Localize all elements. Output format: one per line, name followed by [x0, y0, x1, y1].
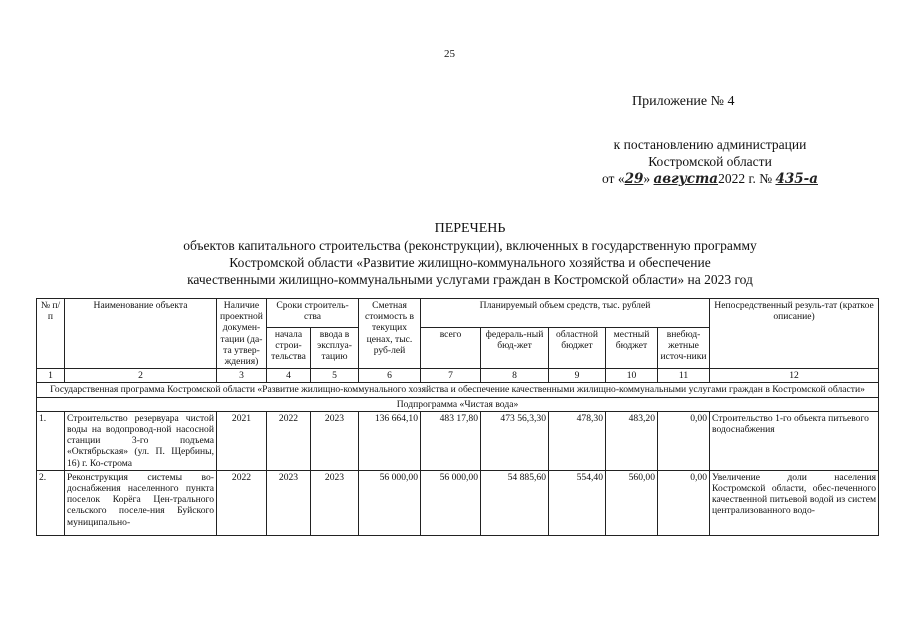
start-year: 2023 [267, 470, 311, 535]
col-number: 8 [481, 369, 549, 383]
extra-budget: 0,00 [658, 411, 710, 470]
start-year: 2022 [267, 411, 311, 470]
decree-line-2: Костромской области [648, 154, 772, 169]
header-row-1 [37, 299, 879, 328]
commission-year: 2023 [311, 470, 359, 535]
date-mid: » [643, 171, 654, 186]
col-number: 12 [710, 369, 879, 383]
header-regional: областной бюджет [549, 327, 606, 368]
header-result: Непосредственный резуль-тат (краткое описание) [710, 299, 879, 369]
title-line-1: объектов капитального строительства (реконструкции), включенных в государственную программу [183, 238, 757, 253]
column-number-row [37, 369, 879, 383]
objects-table [36, 298, 879, 536]
object-name: Строительство резервуара чистой воды на водопровод-ной насосной станции 3-го подъема «Октябрьская» (ул. П. Щербины, 16) г. Ко-строма [65, 411, 217, 470]
header-local: местный бюджет [606, 327, 658, 368]
table-row [37, 411, 879, 470]
date-prefix: от « [601, 171, 625, 186]
title-line-2: Костромской области «Развитие жилищно-коммунального хозяйства и обеспечение [229, 255, 711, 270]
program-title: Государственная программа Костромской области «Развитие жилищно-коммунального хозяйства и обеспечение качественными жилищно-коммунальными услугами граждан в Костромской области» [37, 383, 879, 397]
col-number: 3 [217, 369, 267, 383]
col-number: 5 [311, 369, 359, 383]
federal-budget: 473 56,3,30 [481, 411, 549, 470]
header-start: начала строи-тельства [267, 327, 311, 368]
row-num: 1. [37, 411, 65, 470]
handwritten-day: 29 [624, 171, 644, 187]
program-row [37, 383, 879, 397]
col-number: 2 [65, 369, 217, 383]
header-total: всего [421, 327, 481, 368]
header-name: Наименование объекта [65, 299, 217, 369]
table-row [37, 470, 879, 535]
local-budget: 483,20 [606, 411, 658, 470]
header-extra: внебюд-жетные источ-ники [658, 327, 710, 368]
title-line-3: качественными жилищно-коммунальными услугами граждан в Костромской области» на 2023 год [187, 272, 753, 287]
regional-budget: 478,30 [549, 411, 606, 470]
col-number: 4 [267, 369, 311, 383]
row-num: 2. [37, 470, 65, 535]
total-amount: 483 17,80 [421, 411, 481, 470]
header-federal: федераль-ный бюд-жет [481, 327, 549, 368]
object-name: Реконструкция системы во-доснабжения населенного пункта поселок Корёга Цен-трального сельского поселе-ния Буйского муниципально- [65, 470, 217, 535]
total-amount: 56 000,00 [421, 470, 481, 535]
col-number: 10 [606, 369, 658, 383]
col-number: 6 [359, 369, 421, 383]
estimated-cost: 56 000,00 [359, 470, 421, 535]
estimated-cost: 136 664,10 [359, 411, 421, 470]
col-number: 11 [658, 369, 710, 383]
regional-budget: 554,40 [549, 470, 606, 535]
appendix-label: Приложение № 4 [632, 94, 735, 109]
header-docs: Наличие проектной докумен-тации (да-та утвер-ждения) [217, 299, 267, 369]
document-title [90, 220, 850, 288]
header-planned: Планируемый объем средств, тыс. рублей [421, 299, 710, 328]
page-number: 25 [444, 48, 455, 60]
decree-reference [560, 136, 860, 188]
col-number: 7 [421, 369, 481, 383]
header-num: № п/п [37, 299, 65, 369]
header-commission: ввода в эксплуа-тацию [311, 327, 359, 368]
result-description: Увеличение доли населения Костромской области, обес-печенного качественной питьевой водой из систем централизованного водо- [710, 470, 879, 535]
decree-date-line [560, 170, 860, 188]
docs-date: 2021 [217, 411, 267, 470]
subprogram-title: Подпрограмма «Чистая вода» [37, 397, 879, 411]
subprogram-row [37, 397, 879, 411]
title-heading: ПЕРЕЧЕНЬ [434, 221, 506, 236]
handwritten-month: августа [653, 171, 719, 187]
docs-date: 2022 [217, 470, 267, 535]
col-number: 9 [549, 369, 606, 383]
commission-year: 2023 [311, 411, 359, 470]
result-description: Строительство 1-го объекта питьевого водоснабжения [710, 411, 879, 470]
col-number: 1 [37, 369, 65, 383]
year-text: 2022 г. № [718, 171, 776, 186]
header-terms: Сроки строитель-ства [267, 299, 359, 328]
handwritten-number: 435-а [775, 171, 818, 187]
header-cost: Сметная стоимость в текущих ценах, тыс. руб-лей [359, 299, 421, 369]
extra-budget: 0,00 [658, 470, 710, 535]
local-budget: 560,00 [606, 470, 658, 535]
federal-budget: 54 885,60 [481, 470, 549, 535]
decree-line-1: к постановлению администрации [613, 137, 807, 152]
